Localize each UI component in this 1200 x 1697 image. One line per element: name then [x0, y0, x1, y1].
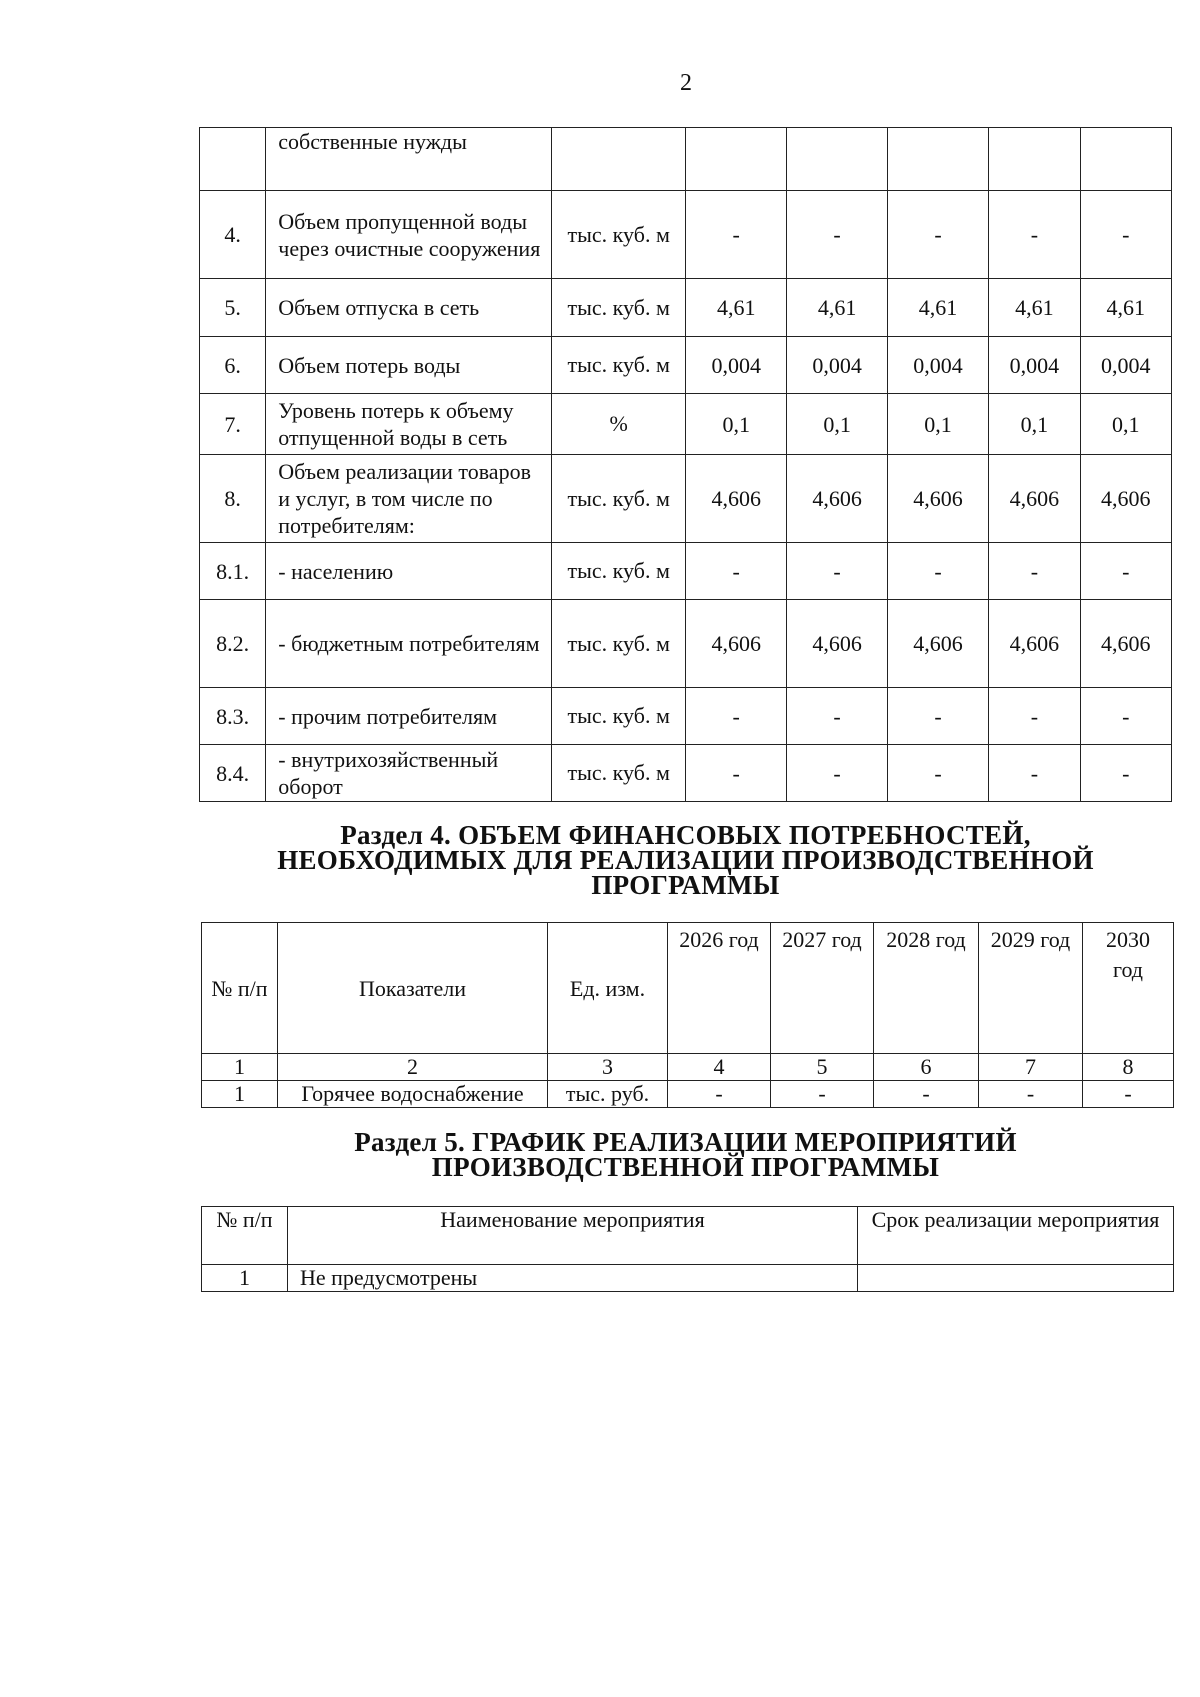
row-unit: тыс. куб. м [552, 745, 686, 802]
row-value: 4,606 [787, 455, 887, 543]
row-unit: тыс. руб. [548, 1081, 668, 1108]
section-4-title-line-1: Раздел 4. ОБЪЕМ ФИНАНСОВЫХ ПОТРЕБНОСТЕЙ, [340, 820, 1031, 850]
row-value: 0,004 [787, 337, 887, 394]
row-value: 4,606 [887, 600, 988, 688]
table-row [202, 1081, 1174, 1108]
row-unit: тыс. куб. м [552, 688, 686, 745]
row-indicator-name: - бюджетным потребителям [266, 600, 552, 688]
row-value: - [989, 543, 1080, 600]
row-value [887, 128, 988, 191]
production-indicators-table [199, 127, 1172, 802]
row-num: 8.2. [200, 600, 266, 688]
row-value: - [887, 543, 988, 600]
row-num: 8.4. [200, 745, 266, 802]
row-indicator-name: собственные нужды [266, 128, 552, 191]
row-value: - [771, 1081, 874, 1108]
column-number: 7 [979, 1054, 1083, 1081]
header-year-2026: 2026 год [668, 923, 771, 1054]
row-value [787, 128, 887, 191]
column-number: 1 [202, 1054, 278, 1081]
row-value: - [989, 745, 1080, 802]
row-value: - [1080, 688, 1171, 745]
section-5-title-line-2: ПРОИЗВОДСТВЕННОЙ ПРОГРАММЫ [431, 1152, 940, 1182]
table-row [200, 394, 1172, 455]
table-row [202, 1265, 1174, 1292]
row-value: - [685, 191, 786, 279]
row-value: 0,004 [1080, 337, 1171, 394]
row-unit: тыс. куб. м [552, 191, 686, 279]
row-value: 4,606 [1080, 600, 1171, 688]
column-number: 6 [874, 1054, 979, 1081]
row-value: 0,1 [685, 394, 786, 455]
header-event: Наименование мероприятия [288, 1207, 858, 1265]
column-number: 5 [771, 1054, 874, 1081]
row-value: 4,61 [685, 279, 786, 337]
row-indicator-name: - населению [266, 543, 552, 600]
header-num: № п/п [202, 1207, 288, 1265]
table-row [200, 337, 1172, 394]
row-value: - [887, 745, 988, 802]
row-unit [552, 128, 686, 191]
row-value: 0,1 [887, 394, 988, 455]
row-value [989, 128, 1080, 191]
row-indicator: Горячее водоснабжение [278, 1081, 548, 1108]
row-value: 4,606 [989, 455, 1080, 543]
header-year-2029: 2029 год [979, 923, 1083, 1054]
row-value: - [887, 191, 988, 279]
events-schedule-table [201, 1206, 1174, 1292]
row-value: 4,61 [787, 279, 887, 337]
row-value: 0,004 [887, 337, 988, 394]
row-value: 0,1 [787, 394, 887, 455]
row-indicator-name: Уровень потерь к объему отпущенной воды в сеть [266, 394, 552, 455]
row-value: - [1080, 191, 1171, 279]
section-5-title [199, 1127, 1172, 1182]
table-row [200, 128, 1172, 191]
row-num: 5. [200, 279, 266, 337]
row-indicator-name: Объем пропущенной воды через очистные сооружения [266, 191, 552, 279]
row-unit: тыс. куб. м [552, 543, 686, 600]
table-row [200, 745, 1172, 802]
table-row [200, 543, 1172, 600]
header-num: № п/п [202, 923, 278, 1054]
row-indicator-name: Объем реализации товаров и услуг, в том числе по потребителям: [266, 455, 552, 543]
column-number: 8 [1083, 1054, 1174, 1081]
table-row [200, 191, 1172, 279]
row-value: - [787, 543, 887, 600]
row-value [1080, 128, 1171, 191]
row-value: - [979, 1081, 1083, 1108]
header-year-2030: 2030 год [1083, 923, 1174, 1054]
financial-needs-table [201, 922, 1174, 1108]
row-value: - [1080, 745, 1171, 802]
row-value: - [989, 191, 1080, 279]
row-value: - [685, 688, 786, 745]
section-4-title [199, 820, 1172, 900]
row-value: 4,61 [887, 279, 988, 337]
row-value: 4,61 [989, 279, 1080, 337]
row-num: 8.1. [200, 543, 266, 600]
row-num: 1 [202, 1265, 288, 1292]
row-value: - [1083, 1081, 1174, 1108]
row-value: - [787, 745, 887, 802]
table-row [200, 279, 1172, 337]
row-value: - [887, 688, 988, 745]
table-header-row [202, 1207, 1174, 1265]
row-value: 4,606 [887, 455, 988, 543]
row-num: 4. [200, 191, 266, 279]
row-unit: % [552, 394, 686, 455]
header-unit: Ед. изм. [548, 923, 668, 1054]
row-value: 0,1 [989, 394, 1080, 455]
row-value: 4,61 [1080, 279, 1171, 337]
page-number: 2 [680, 70, 692, 96]
row-value: 4,606 [787, 600, 887, 688]
section-5-title-line-1: Раздел 5. ГРАФИК РЕАЛИЗАЦИИ МЕРОПРИЯТИЙ [354, 1127, 1017, 1157]
section-4-title-line-3: ПРОГРАММЫ [591, 870, 780, 900]
header-year-2028: 2028 год [874, 923, 979, 1054]
row-unit: тыс. куб. м [552, 600, 686, 688]
row-num: 8. [200, 455, 266, 543]
row-value: 4,606 [685, 455, 786, 543]
column-numbers-row [202, 1054, 1174, 1081]
row-unit: тыс. куб. м [552, 455, 686, 543]
row-num: 8.3. [200, 688, 266, 745]
row-value: - [989, 688, 1080, 745]
row-term [858, 1265, 1174, 1292]
row-value: 0,004 [989, 337, 1080, 394]
row-unit: тыс. куб. м [552, 337, 686, 394]
table-row [200, 600, 1172, 688]
header-indicator: Показатели [278, 923, 548, 1054]
row-num: 6. [200, 337, 266, 394]
row-unit: тыс. куб. м [552, 279, 686, 337]
row-indicator-name: Объем потерь воды [266, 337, 552, 394]
table-row [200, 455, 1172, 543]
row-value: - [787, 688, 887, 745]
row-value: - [1080, 543, 1171, 600]
row-value: - [668, 1081, 771, 1108]
row-value: - [685, 543, 786, 600]
row-value: 4,606 [685, 600, 786, 688]
row-num: 7. [200, 394, 266, 455]
row-indicator-name: - внутрихозяйственный оборот [266, 745, 552, 802]
table-row [200, 688, 1172, 745]
section-4-title-line-2: НЕОБХОДИМЫХ ДЛЯ РЕАЛИЗАЦИИ ПРОИЗВОДСТВЕННОЙ [277, 845, 1094, 875]
row-num: 1 [202, 1081, 278, 1108]
row-indicator-name: - прочим потребителям [266, 688, 552, 745]
column-number: 4 [668, 1054, 771, 1081]
row-num [200, 128, 266, 191]
row-value: - [874, 1081, 979, 1108]
row-value: 0,004 [685, 337, 786, 394]
table-header-row [202, 923, 1174, 1054]
header-year-2027: 2027 год [771, 923, 874, 1054]
row-indicator-name: Объем отпуска в сеть [266, 279, 552, 337]
row-value: 4,606 [1080, 455, 1171, 543]
row-value: - [685, 745, 786, 802]
header-term: Срок реализации мероприятия [858, 1207, 1174, 1265]
column-number: 3 [548, 1054, 668, 1081]
column-number: 2 [278, 1054, 548, 1081]
row-event: Не предусмотрены [288, 1265, 858, 1292]
row-value [685, 128, 786, 191]
row-value: - [787, 191, 887, 279]
row-value: 0,1 [1080, 394, 1171, 455]
row-value: 4,606 [989, 600, 1080, 688]
